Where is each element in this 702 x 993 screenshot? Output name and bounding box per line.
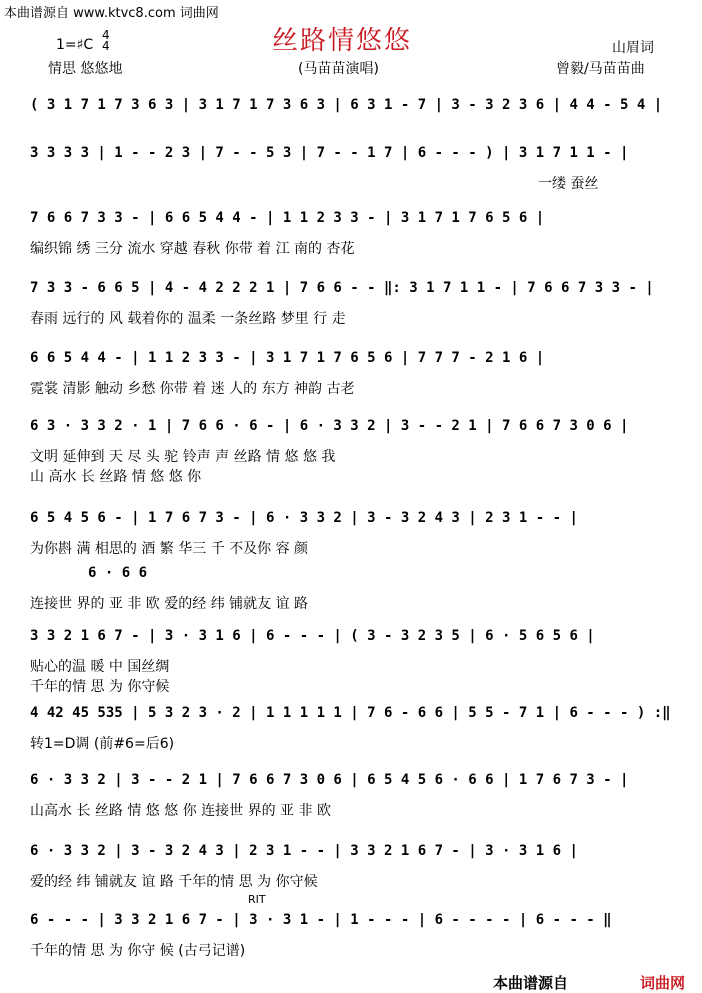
time-signature: 4 4 xyxy=(102,28,110,53)
notation-text: 3 3 2 1 6 7 - | 3 · 3 1 6 | 6 - - - | ( 3 - 3 2 3 5 | 6 · 5 6 5 6 | xyxy=(30,628,595,644)
notation-text: 6 3 · 3 3 2 · 1 | 7 6 6 · 6 - | 6 · 3 3 2 | 3 - - 2 1 | 7 6 6 7 3 0 6 | xyxy=(30,418,629,434)
rit-marking: RIT xyxy=(248,893,266,906)
notation-text: 7 3 3 - 6 6 5 | 4 - 4 2 2 2 1 | 7 6 6 - - ‖: 3 1 7 1 1 - | 7 6 6 7 3 3 - | xyxy=(30,280,654,296)
notation-row xyxy=(0,772,702,792)
notation-text: 4 42 45 535 | 5 3 2 3 · 2 | 1 1 1 1 1 | 7 6 - 6 6 | 5 5 - 7 1 | 6 - - - ) :‖ xyxy=(30,705,671,721)
footer-site: 词曲网 xyxy=(640,974,686,992)
expression-mark: 情思 悠悠地 xyxy=(48,61,123,77)
footer-source: 本曲谱源自 xyxy=(493,974,569,992)
notation-text: 6 - - - | 3 3 2 1 6 7 - | 3 · 3 1 - | 1 - - - | 6 - - - - | 6 - - - ‖ xyxy=(30,912,612,928)
notation-text: 3 3 3 3 | 1 - - 2 3 | 7 - - 5 3 | 7 - - 1 7 | 6 - - - ) | 3 1 7 1 1 - | xyxy=(30,145,629,161)
notation-row xyxy=(0,912,702,932)
notation-row xyxy=(0,510,702,530)
lyric-line: 山高水 长 丝路 情 悠 悠 你 连接世 界的 亚 非 欧 xyxy=(30,803,331,819)
lyric-line: 一缕 蚕丝 xyxy=(538,176,599,192)
notation-text: 6 6 5 4 4 - | 1 1 2 3 3 - | 3 1 7 1 7 6 5 6 | 7 7 7 - 2 1 6 | xyxy=(30,350,545,366)
song-title: 丝路情悠悠 xyxy=(272,26,413,56)
lyricist-credit: 山眉词 xyxy=(612,40,654,56)
notation-text: 6 · 6 6 xyxy=(88,565,148,581)
lyric-line: 春雨 远行的 风 载着你的 温柔 一条丝路 梦里 行 走 xyxy=(30,311,346,327)
notation-text: 6 · 3 3 2 | 3 - - 2 1 | 7 6 6 7 3 0 6 | 6 5 4 5 6 · 6 6 | 1 7 6 7 3 - | xyxy=(30,772,629,788)
notation-row xyxy=(0,705,702,725)
lyric-line: 编织锦 绣 三分 流水 穿越 春秋 你带 着 江 南的 杏花 xyxy=(30,241,355,257)
lyric-line: 文明 延伸到 天 尽 头 驼 铃声 声 丝路 情 悠 悠 我 xyxy=(30,449,336,465)
lyric-line: 霓裳 清影 触动 乡愁 你带 着 迷 人的 东方 神韵 古老 xyxy=(30,381,355,397)
notation-row xyxy=(0,628,702,648)
lyric-line: 连接世 界的 亚 非 欧 爱的经 纬 铺就友 谊 路 xyxy=(30,596,309,612)
lyric-line: 千年的情 思 为 你守 候 (古弓记谱) xyxy=(30,943,246,959)
site-header: 本曲谱源自 www.ktvc8.com 词曲网 xyxy=(4,6,219,21)
notation-row xyxy=(0,97,702,117)
lyric-line: 爱的经 纬 铺就友 谊 路 千年的情 思 为 你守候 xyxy=(30,874,318,890)
notation-text: 6 · 3 3 2 | 3 - 3 2 4 3 | 2 3 1 - - | 3 3 2 1 6 7 - | 3 · 3 1 6 | xyxy=(30,843,578,859)
notation-row xyxy=(0,210,702,230)
notation-row xyxy=(0,350,702,370)
notation-row xyxy=(0,418,702,438)
singer-credit: (马苗苗演唱) xyxy=(298,61,379,77)
notation-row xyxy=(0,843,702,863)
notation-row xyxy=(0,280,702,300)
lyric-line: 贴心的温 暖 中 国丝绸 xyxy=(30,659,170,675)
notation-text: ( 3 1 7 1 7 3 6 3 | 3 1 7 1 7 3 6 3 | 6 3 1 - 7 | 3 - 3 2 3 6 | 4 4 - 5 4 | xyxy=(30,97,663,113)
notation-row xyxy=(0,145,702,165)
lyric-line: 千年的情 思 为 你守候 xyxy=(30,679,170,695)
lyric-line: 山 高水 长 丝路 情 悠 悠 你 xyxy=(30,469,202,485)
notation-row xyxy=(0,565,702,585)
notation-text: 6 5 4 5 6 - | 1 7 6 7 3 - | 6 · 3 3 2 | 3 - 3 2 4 3 | 2 3 1 - - | xyxy=(30,510,578,526)
composer-credit: 曾毅/马苗苗曲 xyxy=(556,61,645,77)
key-signature: 1=♯C xyxy=(56,37,94,53)
lyric-line: 转1=D调 (前#6=后6) xyxy=(30,736,175,752)
lyric-line: 为你斟 满 相思的 酒 繁 华三 千 不及你 容 颜 xyxy=(30,541,309,557)
notation-text: 7 6 6 7 3 3 - | 6 6 5 4 4 - | 1 1 2 3 3 - | 3 1 7 1 7 6 5 6 | xyxy=(30,210,545,226)
